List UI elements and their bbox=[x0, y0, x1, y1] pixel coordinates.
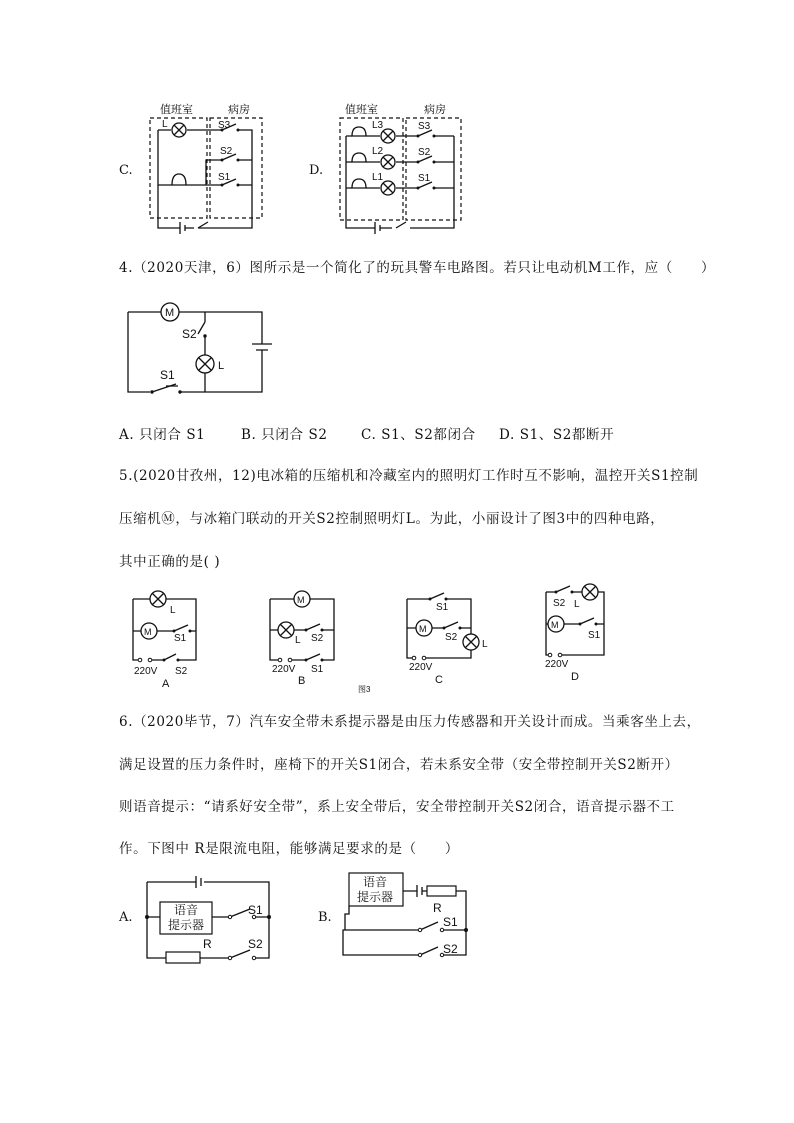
q4-option-b: B. 只闭合 S2 bbox=[241, 427, 328, 443]
s1-label-d: S1 bbox=[418, 173, 431, 184]
svg-text:R: R bbox=[203, 937, 212, 951]
svg-text:提示器: 提示器 bbox=[357, 890, 394, 904]
q5-figure-caption: 图3 bbox=[358, 685, 371, 694]
q4-lamp-label: L bbox=[218, 360, 225, 372]
q5-line-3: 其中正确的是( ) bbox=[119, 554, 221, 570]
ward-label-d: 病房 bbox=[424, 104, 446, 116]
s3-label-d: S3 bbox=[418, 121, 431, 132]
svg-text:C: C bbox=[435, 674, 443, 686]
option-c-label: C. bbox=[119, 163, 133, 178]
s3-label-c: S3 bbox=[218, 120, 231, 131]
svg-text:L: L bbox=[170, 605, 176, 616]
q4-s1-label: S1 bbox=[160, 368, 175, 382]
svg-text:220V: 220V bbox=[134, 666, 158, 677]
option-d-label: D. bbox=[309, 163, 324, 178]
l1-label: L1 bbox=[372, 172, 384, 183]
svg-text:S1: S1 bbox=[174, 633, 187, 644]
q6-line-3: 则语音提示：“请系好安全带”，系上安全带后，安全带控制开关S2闭合，语音提示器不工 bbox=[119, 799, 675, 815]
svg-text:220V: 220V bbox=[409, 662, 433, 673]
q4-option-c: C. S1、S2都闭合 bbox=[361, 427, 476, 443]
svg-text:M: M bbox=[419, 624, 427, 634]
svg-text:R: R bbox=[433, 901, 442, 915]
svg-text:语音: 语音 bbox=[363, 875, 388, 889]
duty-room-label-c: 值班室 bbox=[160, 104, 193, 116]
svg-text:220V: 220V bbox=[545, 659, 569, 670]
q6-line-1: 6.（2020毕节，7）汽车安全带未系提示器是由压力传感器和开关设计而成。当乘客坐上去， bbox=[119, 714, 701, 730]
svg-text:提示器: 提示器 bbox=[168, 918, 205, 932]
q4-stem: 4.（2020天津，6）图所示是一个简化了的玩具警车电路图。若只让电动机M工作，应（ ） bbox=[119, 260, 716, 276]
svg-text:D: D bbox=[571, 671, 579, 683]
svg-text:S2: S2 bbox=[443, 942, 458, 956]
svg-text:S1: S1 bbox=[248, 903, 263, 917]
q6-option-a-label: A. bbox=[119, 910, 133, 925]
duty-room-label-d: 值班室 bbox=[345, 104, 378, 116]
q6-option-b-label: B. bbox=[318, 910, 332, 925]
svg-text:M: M bbox=[144, 627, 152, 637]
l3-label: L3 bbox=[372, 120, 384, 131]
s2-label-d: S2 bbox=[418, 147, 431, 158]
q4-option-d: D. S1、S2都断开 bbox=[499, 427, 615, 443]
svg-text:M: M bbox=[551, 620, 559, 630]
svg-text:M: M bbox=[297, 595, 305, 605]
svg-text:A: A bbox=[162, 678, 170, 690]
q4-option-a: A. 只闭合 S1 bbox=[119, 427, 206, 443]
l2-label: L2 bbox=[372, 146, 384, 157]
svg-text:L: L bbox=[574, 599, 580, 610]
svg-text:语音: 语音 bbox=[174, 903, 199, 917]
q5-line-1: 5.(2020甘孜州，12)电冰箱的压缩机和冷藏室内的照明灯工作时互不影响，温控开关S1控制 bbox=[119, 468, 699, 484]
svg-text:S1: S1 bbox=[311, 664, 324, 675]
svg-text:S2: S2 bbox=[311, 633, 324, 644]
svg-text:L: L bbox=[482, 639, 488, 650]
svg-text:S2: S2 bbox=[248, 937, 263, 951]
svg-text:S2: S2 bbox=[445, 632, 458, 643]
s1-label-c: S1 bbox=[218, 172, 231, 183]
svg-text:S2: S2 bbox=[175, 666, 188, 677]
svg-text:S1: S1 bbox=[443, 915, 458, 929]
ward-label-c: 病房 bbox=[228, 104, 250, 116]
svg-text:L: L bbox=[295, 635, 301, 646]
q6-line-2: 满足设置的压力条件时，座椅下的开关S1闭合，若未系安全带（安全带控制开关S2断开） bbox=[119, 757, 679, 773]
q5-line-2: 压缩机Ⓜ，与冰箱门联动的开关S2控制照明灯L。为此，小丽设计了图3中的四种电路， bbox=[119, 511, 665, 527]
q4-s2-label: S2 bbox=[182, 327, 197, 341]
svg-text:B: B bbox=[298, 675, 306, 687]
q6-line-4: 作。下图中 R是限流电阻，能够满足要求的是（ ） bbox=[119, 841, 459, 857]
svg-text:S1: S1 bbox=[588, 630, 601, 641]
lamp-label-c: L bbox=[162, 119, 168, 130]
svg-text:S1: S1 bbox=[436, 602, 449, 613]
svg-text:S2: S2 bbox=[553, 598, 566, 609]
svg-text:220V: 220V bbox=[272, 664, 296, 675]
s2-label-c: S2 bbox=[220, 146, 233, 157]
q4-motor-label: M bbox=[165, 307, 175, 319]
